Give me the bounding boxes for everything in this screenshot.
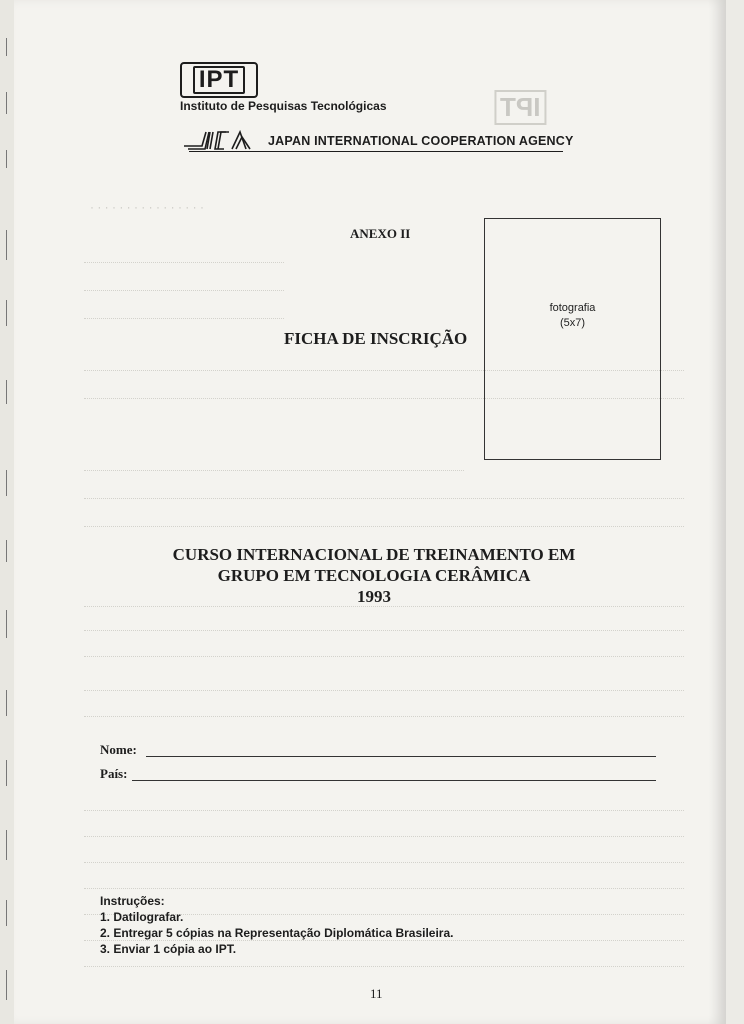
name-field[interactable]: [146, 756, 656, 757]
course-title-line1: CURSO INTERNACIONAL DE TREINAMENTO EM: [172, 545, 576, 564]
spine-mark: [6, 830, 7, 860]
instruction-item: 2. Entregar 5 cópias na Representação Diplomática Brasileira.: [100, 926, 454, 940]
page-edge-shadow: [708, 0, 726, 1024]
institute-name: Instituto de Pesquisas Tecnológicas: [180, 99, 387, 113]
photo-label-line2: (5x7): [559, 317, 586, 329]
spine-mark: [6, 690, 7, 716]
ipt-logo: [180, 62, 258, 98]
binding-spine: [0, 0, 14, 1024]
spine-mark: [6, 970, 7, 1000]
instructions-heading: Instruções:: [100, 894, 165, 908]
spine-mark: [6, 540, 7, 562]
spine-mark: [6, 38, 7, 56]
page-number: 11: [370, 986, 383, 1001]
photo-label-line1: fotografia: [549, 302, 596, 314]
spine-mark: [6, 380, 7, 404]
country-label: País:: [100, 766, 128, 781]
spine-mark: [6, 230, 7, 260]
form-page: IPT · · · · · · · · · · · · · · · · IPT Instituto de Pesquisas Tecnológicas JAPAN INTERNATIONAL COOPERATION AGENCY ANEXO II fotografia (5x7) FICHA DE INSCRIÇÃO CURSO INTERNACIONAL DE TREINAMENTO EM GRUPO EM TECNOLOGIA CERÂMICA 1993 Nome: País: Instruções: 1. Datilografar. 2. Entregar 5 cópias na Representação Diplomática Brasileira. 3. Enviar 1 cópia ao IPT. 11: [14, 0, 726, 1024]
instruction-item: 3. Enviar 1 cópia ao IPT.: [100, 942, 237, 956]
photo-label: [485, 301, 660, 331]
spine-mark: [6, 900, 7, 926]
annex-label: ANEXO II: [350, 226, 411, 241]
ipt-logo-text: IPT: [193, 66, 245, 94]
spine-mark: [6, 610, 7, 638]
instructions: [100, 893, 453, 957]
photo-box: [484, 218, 661, 460]
course-title-line2: GRUPO EM TECNOLOGIA CERÂMICA: [217, 566, 531, 585]
spine-mark: [6, 300, 7, 326]
jica-name: JAPAN INTERNATIONAL COOPERATION AGENCY: [268, 134, 574, 148]
form-title: FICHA DE INSCRIÇÃO: [284, 329, 468, 348]
spine-mark: [6, 760, 7, 786]
course-year: 1993: [357, 587, 391, 606]
instruction-item: 1. Datilografar.: [100, 910, 184, 924]
name-label: Nome:: [100, 742, 137, 757]
spine-mark: [6, 150, 7, 168]
header-rule: [189, 151, 563, 152]
jica-logo: [180, 128, 272, 152]
country-field[interactable]: [132, 780, 656, 781]
spine-mark: [6, 470, 7, 496]
spine-mark: [6, 92, 7, 114]
